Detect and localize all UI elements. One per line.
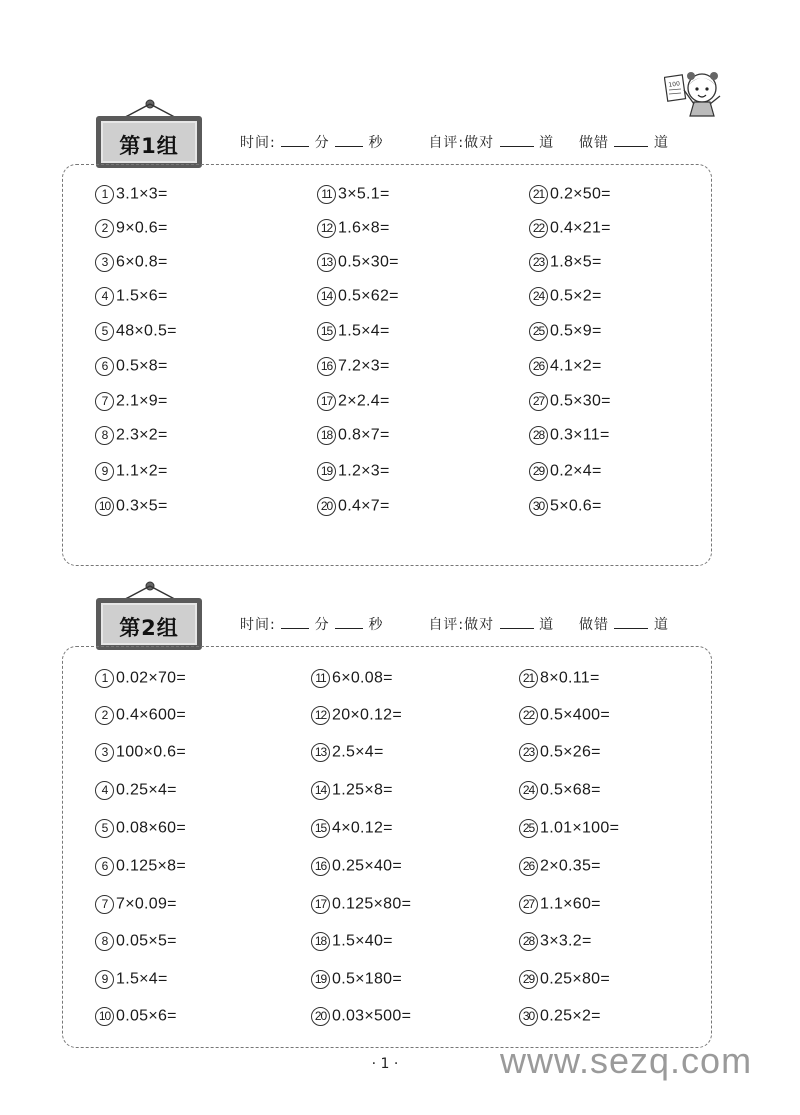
problem-expression: 3×5.1= [338,185,390,203]
problem-number-badge: 17 [317,392,336,411]
problem-expression: 48×0.5= [116,322,177,340]
problem-expression: 3×3.2= [540,932,592,950]
problem-item [317,392,390,416]
problem-item [95,895,177,919]
problem-item [311,743,384,767]
problem-expression: 1.8×5= [550,253,602,271]
problem-expression: 0.125×80= [332,895,412,913]
correct-unit: 道 [539,617,555,633]
problem-expression: 0.05×5= [116,932,177,950]
eval-label: 自评:做对 [428,135,495,151]
problem-number-badge: 23 [529,253,548,272]
problem-expression: 0.5×180= [332,970,403,988]
problem-expression: 1.1×60= [540,895,601,913]
problem-number-badge: 3 [95,253,114,272]
problem-item [519,781,601,805]
group-title: 第1组 [119,134,179,158]
problem-expression: 0.5×2= [550,287,602,305]
wrong-unit: 道 [653,617,669,633]
score-info-line [240,614,669,634]
problem-number-badge: 13 [311,743,330,762]
score-info-line [240,132,669,152]
problem-item [317,253,399,277]
problem-expression: 0.5×30= [338,253,399,271]
problem-number-badge: 26 [529,357,548,376]
problem-expression: 0.5×9= [550,322,602,340]
problem-number-badge: 21 [529,185,548,204]
problem-number-badge: 1 [95,669,114,688]
problem-item [95,669,186,693]
problem-number-badge: 25 [529,322,548,341]
wrong-label: 做错 [578,135,609,151]
problem-number-badge: 8 [95,426,114,445]
problem-expression: 7×0.09= [116,895,177,913]
problem-item [311,932,393,956]
watermark-text: www.sezq.com [500,1040,753,1081]
problem-number-badge: 2 [95,219,114,238]
problem-item [519,857,601,881]
problem-expression: 1.6×8= [338,219,390,237]
problem-number-badge: 11 [311,669,330,688]
problem-item [317,219,390,243]
problem-expression: 0.4×21= [550,219,611,237]
problem-expression: 0.5×68= [540,781,601,799]
problem-expression: 2.3×2= [116,426,168,444]
problem-box [62,646,712,1048]
group-title-sign [96,116,202,168]
problem-item [95,497,168,521]
problem-expression: 7.2×3= [338,357,390,375]
problem-expression: 1.1×2= [116,462,168,480]
problem-expression: 3.1×3= [116,185,168,203]
problem-item [95,857,186,881]
problem-number-badge: 5 [95,819,114,838]
problem-item [529,497,602,521]
problem-expression: 0.8×7= [338,426,390,444]
problem-item [317,185,390,209]
problem-number-badge: 14 [311,781,330,800]
problem-expression: 5×0.6= [550,497,602,515]
second-label: 秒 [368,135,384,151]
problem-number-badge: 27 [519,895,538,914]
problem-number-badge: 9 [95,462,114,481]
problem-number-badge: 18 [317,426,336,445]
problem-number-badge: 26 [519,857,538,876]
problem-number-badge: 23 [519,743,538,762]
problem-item [311,857,402,881]
problem-expression: 100×0.6= [116,743,187,761]
problem-number-badge: 19 [311,970,330,989]
time-label: 时间: [240,617,276,633]
problem-expression: 0.5×400= [540,706,611,724]
problem-number-badge: 12 [317,219,336,238]
problem-number-badge: 7 [95,392,114,411]
problem-expression: 4.1×2= [550,357,602,375]
problem-item [519,932,592,956]
problem-expression: 1.5×6= [116,287,168,305]
group-title: 第2组 [119,616,179,640]
problem-number-badge: 24 [519,781,538,800]
correct-count-blank[interactable] [500,134,534,147]
problem-item [95,219,168,243]
problem-item [95,392,168,416]
problem-item [317,287,399,311]
problem-expression: 6×0.8= [116,253,168,271]
problem-item [95,781,177,805]
problem-item [519,669,600,693]
problem-item [311,781,393,805]
wrong-count-blank[interactable] [614,134,648,147]
problem-number-badge: 30 [519,1007,538,1026]
problem-number-badge: 11 [317,185,336,204]
problem-item [519,743,601,767]
correct-count-blank[interactable] [500,616,534,629]
problem-item [317,426,390,450]
problem-item [95,185,168,209]
problem-expression: 0.2×4= [550,462,602,480]
problem-number-badge: 12 [311,706,330,725]
time-label: 时间: [240,135,276,151]
problem-number-badge: 24 [529,287,548,306]
mascot-girl-icon [664,66,726,120]
problem-expression: 0.4×600= [116,706,187,724]
problem-expression: 0.25×80= [540,970,611,988]
problem-expression: 0.25×40= [332,857,403,875]
problem-expression: 2×2.4= [338,392,390,410]
problem-expression: 0.02×70= [116,669,187,687]
problem-number-badge: 6 [95,857,114,876]
minute-label: 分 [314,617,330,633]
problem-number-badge: 16 [311,857,330,876]
problem-number-badge: 18 [311,932,330,951]
problem-number-badge: 19 [317,462,336,481]
group-title-sign [96,598,202,650]
problem-number-badge: 28 [519,932,538,951]
problem-item [95,706,186,730]
problem-item [519,819,619,843]
problem-expression: 8×0.11= [540,669,600,687]
problem-number-badge: 9 [95,970,114,989]
problem-number-badge: 4 [95,781,114,800]
problem-item [311,819,393,843]
problem-number-badge: 3 [95,743,114,762]
problem-item [95,819,186,843]
problem-item [529,185,611,209]
problem-number-badge: 5 [95,322,114,341]
problem-expression: 0.5×8= [116,357,168,375]
problem-item [311,1007,411,1031]
problem-number-badge: 30 [529,497,548,516]
problem-item [95,322,177,346]
problem-expression: 1.25×8= [332,781,393,799]
problem-number-badge: 14 [317,287,336,306]
problem-item [95,287,168,311]
problem-expression: 0.25×4= [116,781,177,799]
problem-expression: 0.4×7= [338,497,390,515]
problem-expression: 0.3×11= [550,426,610,444]
problem-expression: 2.1×9= [116,392,168,410]
minutes-blank[interactable] [281,134,309,147]
mascot-score-text: 100 [668,80,681,89]
wrong-label: 做错 [578,617,609,633]
problem-number-badge: 15 [311,819,330,838]
problem-item [529,253,602,277]
minute-label: 分 [314,135,330,151]
problem-number-badge: 20 [317,497,336,516]
problem-expression: 2.5×4= [332,743,384,761]
problem-number-badge: 25 [519,819,538,838]
problem-number-badge: 20 [311,1007,330,1026]
problem-item [529,392,611,416]
correct-unit: 道 [539,135,555,151]
problem-expression: 1.01×100= [540,819,620,837]
problem-number-badge: 2 [95,706,114,725]
problem-item [311,895,411,919]
problem-item [519,970,610,994]
problem-item [317,462,390,486]
problem-item [95,462,168,486]
problem-number-badge: 10 [95,1007,114,1026]
problem-item [529,357,602,381]
problem-item [529,219,611,243]
eval-label: 自评:做对 [428,617,495,633]
problem-item [519,706,610,730]
problem-expression: 20×0.12= [332,706,403,724]
problem-expression: 0.3×5= [116,497,168,515]
problem-item [311,669,393,693]
wrong-count-blank[interactable] [614,616,648,629]
problem-expression: 1.5×4= [338,322,390,340]
problem-item [519,1007,601,1031]
seconds-blank[interactable] [335,616,363,629]
problem-item [317,497,390,521]
problem-expression: 9×0.6= [116,219,168,237]
problem-item [95,743,186,767]
problem-number-badge: 16 [317,357,336,376]
problem-number-badge: 22 [529,219,548,238]
problem-box [62,164,712,566]
problem-number-badge: 15 [317,322,336,341]
problem-item [317,357,390,381]
problem-number-badge: 4 [95,287,114,306]
problem-item [95,426,168,450]
problem-expression: 0.25×2= [540,1007,601,1025]
problem-expression: 0.08×60= [116,819,187,837]
problem-number-badge: 1 [95,185,114,204]
problem-item [311,970,402,994]
problem-expression: 0.125×8= [116,857,187,875]
problem-number-badge: 29 [529,462,548,481]
problem-item [529,287,602,311]
problem-number-badge: 7 [95,895,114,914]
problem-expression: 0.05×6= [116,1007,177,1025]
problem-number-badge: 27 [529,392,548,411]
problem-number-badge: 28 [529,426,548,445]
problem-number-badge: 21 [519,669,538,688]
problem-expression: 0.03×500= [332,1007,412,1025]
problem-number-badge: 8 [95,932,114,951]
problem-expression: 0.2×50= [550,185,611,203]
problem-number-badge: 22 [519,706,538,725]
problem-expression: 0.5×62= [338,287,399,305]
problem-item [95,253,168,277]
seconds-blank[interactable] [335,134,363,147]
problem-item [95,357,168,381]
problem-item [317,322,390,346]
minutes-blank[interactable] [281,616,309,629]
problem-item [529,462,602,486]
problem-expression: 4×0.12= [332,819,393,837]
page-number: · 1 · [371,1056,399,1072]
problem-expression: 2×0.35= [540,857,601,875]
problem-item [529,322,602,346]
problem-expression: 0.5×26= [540,743,601,761]
problem-expression: 1.2×3= [338,462,390,480]
problem-number-badge: 6 [95,357,114,376]
problem-item [311,706,402,730]
problem-number-badge: 29 [519,970,538,989]
problem-expression: 0.5×30= [550,392,611,410]
second-label: 秒 [368,617,384,633]
problem-number-badge: 17 [311,895,330,914]
problem-expression: 6×0.08= [332,669,393,687]
problem-item [95,1007,177,1031]
problem-expression: 1.5×4= [116,970,168,988]
wrong-unit: 道 [653,135,669,151]
problem-item [519,895,601,919]
problem-expression: 1.5×40= [332,932,393,950]
problem-item [95,970,168,994]
problem-item [529,426,610,450]
problem-number-badge: 10 [95,497,114,516]
problem-item [95,932,177,956]
problem-number-badge: 13 [317,253,336,272]
